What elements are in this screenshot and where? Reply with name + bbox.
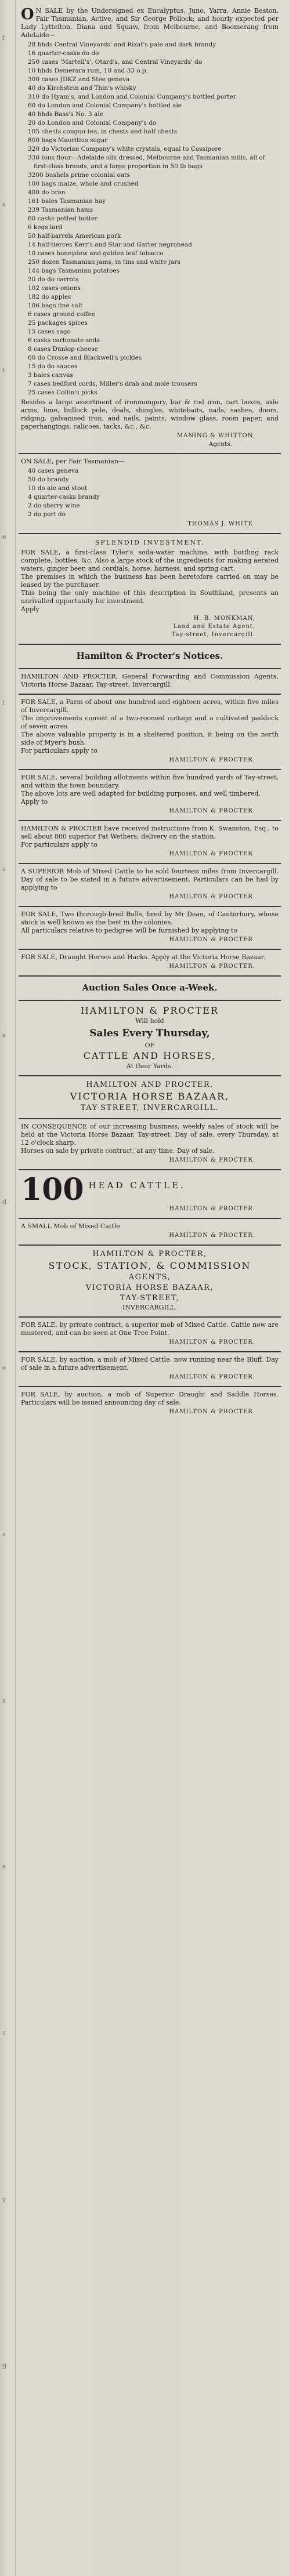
goods-item: 16 quarter-casks do do bbox=[28, 50, 99, 57]
goods-item: 400 do bran bbox=[28, 189, 66, 196]
goods-item: 320 do Victorian Company's white crystals, equal to Cossipore bbox=[28, 146, 222, 153]
notice-line: VICTORIA HORSE BAZAAR, bbox=[85, 1283, 214, 1292]
goods-item: 100 bags maize, whole and crushed bbox=[28, 180, 139, 187]
goods-item: 4 quarter-casks brandy bbox=[28, 494, 100, 500]
ad-body: Horses on sale by private contract, at any time. Day of sale. bbox=[21, 1147, 215, 1155]
ad-body: HAMILTON AND PROCTER, General Forwarding and Commission Agents, Victoria Horse Bazaar, Tay-street, Invercargill. bbox=[21, 673, 279, 688]
goods-item: 800 bags Mauritius sugar bbox=[28, 137, 108, 144]
goods-item: 20 do London and Colonial Company's do bbox=[28, 119, 157, 126]
ad-signature: HAMILTON & PROCTER. bbox=[169, 1374, 255, 1380]
ad-lead: ON SALE, per Fair Tasmanian— bbox=[21, 458, 125, 465]
notice-line: Sales Every Thursday, bbox=[89, 1028, 210, 1039]
notice-line: STOCK, STATION, & COMMISSION bbox=[48, 1260, 251, 1271]
fat-wethers-advertisement bbox=[19, 821, 281, 864]
notice-line: VICTORIA HORSE BAZAAR, bbox=[70, 1091, 230, 1102]
goods-item: 60 do Crosse and Blackwell's pickles bbox=[28, 354, 142, 361]
thomas-white-advertisement bbox=[19, 454, 281, 534]
gutter-letter: s bbox=[2, 1697, 6, 1704]
building-allotments-advertisement bbox=[19, 770, 281, 821]
goods-item: 50 do brandy bbox=[28, 476, 69, 483]
ad-apply: Apply to bbox=[21, 798, 48, 806]
bulls-advertisement bbox=[19, 907, 281, 950]
ad-body: The above lots are well adapted for building purposes, and well timbered. bbox=[21, 790, 261, 797]
agent-name: H. B. MONKMAN, bbox=[193, 615, 255, 622]
ad-signature: HAMILTON & PROCTER. bbox=[169, 894, 255, 900]
gutter-letter: e bbox=[2, 1364, 6, 1372]
goods-item: 60 casks potted butter bbox=[28, 215, 98, 222]
horses-advertisement bbox=[19, 950, 281, 977]
goods-item: 250 dozen Tasmanian jams, in tins and white jars bbox=[28, 259, 180, 266]
ad-body: The premises in which the business has been heretofore carried on may be leased by the purchaser. bbox=[21, 573, 279, 589]
goods-item: 10 do ale and stout bbox=[28, 485, 88, 492]
goods-item: 7 cases bedford cords, Miller's drab and mole trousers bbox=[28, 380, 197, 387]
notice-line: TAY-STREET, bbox=[120, 1294, 180, 1302]
farm-for-sale-advertisement bbox=[19, 695, 281, 770]
ad-body: FOR SALE, by auction, a mob of Superior Draught and Saddle Horses. Particulars will be issued announcing day of sale. bbox=[21, 1391, 279, 1406]
goods-item: 40 hhds Bass's No. 3 ale bbox=[28, 111, 103, 118]
gutter-letter: l bbox=[2, 699, 5, 707]
gutter-letter: s bbox=[2, 1032, 6, 1039]
goods-item: 60 do London and Colonial Company's bottled ale bbox=[28, 102, 182, 109]
ad-signature: THOMAS J. WHITE. bbox=[187, 521, 255, 527]
auction-cattle-advertisement bbox=[19, 1352, 281, 1387]
goods-item: 15 do do sauces bbox=[28, 363, 78, 370]
ad-signature: MANING & WHITTON, bbox=[176, 433, 255, 439]
ad-signature: HAMILTON & PROCTER. bbox=[169, 963, 255, 970]
goods-item: 40 cases geneva bbox=[28, 467, 79, 474]
goods-item: 239 Tasmanian hams bbox=[28, 206, 93, 213]
goods-item: 10 cases honeydew and golden leaf tobacco bbox=[28, 250, 164, 257]
notice-line: INVERCARGILL. bbox=[122, 1304, 178, 1311]
goods-item: 14 half-tierces Kerr's and Star and Garter negrohead bbox=[28, 241, 192, 248]
hamilton-procter-agents-notice bbox=[19, 669, 281, 695]
goods-item: 6 casks carbonate soda bbox=[28, 337, 100, 344]
ad-tail: Besides a large assortment of ironmongery, bar & rod iron, cart boxes, axle arms, lime, bullock pole, deals, shingles, whitebaits, nails, sashes, doors, ridging, galvanised iron, and nails, paints, window glass, room paper, and paperhangings, calicoes, tacks, &c., &c. bbox=[21, 398, 279, 430]
notice-line: HAMILTON & PROCTER, bbox=[92, 1250, 207, 1258]
ad-body: FOR SALE, by private contract, a superior mob of Mixed Cattle. Cattle now are mustered, and can be seen at One Tree Point. bbox=[21, 1321, 279, 1337]
gutter-letter: s bbox=[2, 201, 6, 208]
stock-station-agents-notice bbox=[19, 1246, 281, 1318]
goods-item: 161 bales Tasmanian hay bbox=[28, 198, 106, 205]
ad-body: A SUPERIOR Mob of Mixed Cattle to be sold fourteen miles from Invercargill. Day of sale to be stated in a future advertisement. Particulars can be had by applying to bbox=[21, 868, 279, 891]
notice-line: CATTLE AND HORSES, bbox=[83, 1050, 216, 1061]
ad-signature: HAMILTON & PROCTER. bbox=[169, 1339, 255, 1345]
gutter-letter: c bbox=[2, 2029, 6, 2037]
ad-agents: Agents. bbox=[208, 441, 232, 448]
section-title: Hamilton & Procter's Notices. bbox=[76, 651, 223, 661]
goods-item: 10 hhds Demerara rum, 10 and 33 o.p. bbox=[28, 67, 148, 74]
goods-item: 300 cases JDKZ and Stee geneva bbox=[28, 76, 130, 83]
gutter-letter: s bbox=[2, 1863, 6, 1870]
agent-address: Tay-street, Invercargill. bbox=[171, 632, 255, 638]
ad-body: FOR SALE, Draught Horses and Hacks. Apply at the Victoria Horse Bazaar. bbox=[21, 953, 266, 961]
drop-cap: O bbox=[21, 6, 34, 23]
goods-item: 40 do Kirchstein and Thin's whisky bbox=[28, 85, 136, 92]
notice-line: TAY-STREET, INVERCARGILL. bbox=[80, 1104, 219, 1112]
goods-item: 144 bags Tasmanian potatoes bbox=[28, 267, 120, 274]
ad-body: The improvements consist of a two-roomed cottage and a cultivated paddock of seven acres. bbox=[21, 714, 279, 730]
gutter-letter: t bbox=[2, 367, 5, 374]
gutter-letter: g bbox=[2, 2361, 7, 2369]
goods-item: 3200 bushels prime colonial oats bbox=[28, 172, 130, 179]
goods-item: 8 cases Dunlop cheese bbox=[28, 346, 98, 353]
goods-item: 6 kegs lard bbox=[28, 224, 63, 231]
cattle-heading bbox=[21, 1172, 279, 1207]
hundred-head-cattle-advertisement bbox=[19, 1170, 281, 1219]
section-heading bbox=[19, 645, 281, 669]
ad-apply: Apply bbox=[21, 605, 39, 613]
ad-signature: HAMILTON & PROCTER. bbox=[169, 851, 255, 857]
weekly-stock-sales-advertisement bbox=[19, 1119, 281, 1170]
maning-whitton-advertisement bbox=[19, 3, 281, 454]
ad-body: FOR SALE, a first-class Tyler's soda-water machine, with bottling rack complete, bottles, &c. Also a large stock of the ingredients for making aerated waters, ginger beer, and cordials; horse, harness, and spring cart. bbox=[21, 549, 279, 572]
notice-line: HAMILTON & PROCTER bbox=[80, 1005, 219, 1016]
left-gutter bbox=[0, 0, 16, 2576]
ad-body: The above valuable property is in a sheltered position, it being on the north side of Myer's bush. bbox=[21, 731, 279, 746]
notice-line: At their Yards. bbox=[126, 1062, 174, 1070]
ad-body: FOR SALE, a Farm of about one hundred and eighteen acres, within five miles of Invercargill. bbox=[21, 698, 279, 714]
goods-item: 2 do port do bbox=[28, 511, 66, 518]
splendid-investment-advertisement bbox=[19, 534, 281, 645]
agent-title: Land and Estate Agent, bbox=[173, 623, 255, 630]
ad-signature: HAMILTON & PROCTER. bbox=[169, 1232, 255, 1239]
gutter-letter: s bbox=[2, 865, 6, 873]
goods-item: 25 cases Collin's picks bbox=[28, 389, 97, 396]
cattle-title: HEAD CATTLE. bbox=[88, 1180, 186, 1191]
notice-line: OF bbox=[144, 1042, 155, 1049]
ad-body: FOR SALE, Two thorough-bred Bulls, bred by Mr Dean, of Canterbury, whose stock is well known as the best in the colonies. bbox=[21, 910, 279, 926]
goods-item: 50 half-barrels American pork bbox=[28, 233, 121, 240]
weekly-sales-notice bbox=[19, 1001, 281, 1076]
section-heading bbox=[19, 977, 281, 1001]
gutter-letter: e bbox=[2, 533, 6, 540]
gutter-letter: f bbox=[2, 34, 5, 42]
ad-heading: SPLENDID INVESTMENT. bbox=[95, 539, 205, 546]
ad-body: FOR SALE, by auction, a mob of Mixed Cattle, now running near the Bluff. Day of sale in a future advertisement. bbox=[21, 1356, 279, 1372]
ad-body: All particulars relative to pedigree will be furnished by applying to bbox=[21, 927, 238, 934]
cattle-count: 100 bbox=[21, 1172, 84, 1207]
ad-body: FOR SALE, several building allotments within five hundred yards of Tay-street, and within the town boundary. bbox=[21, 774, 279, 789]
small-mob-cattle-advertisement bbox=[19, 1219, 281, 1246]
goods-item: 2 do sherry wine bbox=[28, 502, 80, 509]
mixed-cattle-advertisement bbox=[19, 864, 281, 907]
goods-item: 106 bags fine salt bbox=[28, 302, 83, 309]
goods-item: 6 cases ground coffee bbox=[28, 311, 96, 318]
section-title: Auction Sales Once a-Week. bbox=[82, 982, 218, 993]
goods-item: 3 bales canvas bbox=[28, 372, 73, 379]
goods-item: 105 chests congou tea, in chests and half chests bbox=[28, 128, 178, 135]
ad-body: This being the only machine of this description in Southland, presents an unrivalled opportunity for investment. bbox=[21, 589, 279, 605]
notice-line: HAMILTON AND PROCTER, bbox=[86, 1080, 214, 1089]
goods-item: 15 cases sago bbox=[28, 328, 71, 335]
ad-signature: HAMILTON & PROCTER. bbox=[169, 808, 255, 814]
goods-item: 20 do do carrots bbox=[28, 276, 79, 283]
goods-item: 250 cases 'Martell's', Otard's, and Central Vineyards' do bbox=[28, 59, 203, 66]
ad-signature: HAMILTON & PROCTER. bbox=[169, 757, 255, 763]
goods-item: 330 tons flour—Adelaide silk dressed, Melbourne and Tasmanian mills, all of first-class brands, and a large proportion in 50 lb bags bbox=[28, 154, 265, 170]
ad-signature: HAMILTON & PROCTER. bbox=[169, 937, 255, 943]
private-contract-cattle-advertisement bbox=[19, 1318, 281, 1352]
ad-signature: HAMILTON & PROCTER. bbox=[169, 1206, 255, 1212]
victoria-horse-bazaar-notice bbox=[19, 1076, 281, 1119]
gutter-letter: y bbox=[2, 2196, 6, 2203]
ad-body: IN CONSEQUENCE of our increasing business, weekly sales of stock will be held at the Victoria Horse Bazaar, Tay-street. Day of sale, every Thursday, at 12 o'clock sharp. bbox=[21, 1123, 279, 1146]
goods-list bbox=[21, 41, 279, 397]
goods-list bbox=[21, 467, 279, 519]
ad-signature: HAMILTON & PROCTER. bbox=[169, 1157, 255, 1163]
ad-signature: HAMILTON & PROCTER. bbox=[169, 1409, 255, 1415]
gutter-letter: s bbox=[2, 1530, 6, 1538]
ad-apply: For particulars apply to bbox=[21, 841, 97, 848]
goods-item: 102 cases onions bbox=[28, 285, 81, 292]
goods-item: 310 do Hyam's, and London and Colonial Company's bottled porter bbox=[28, 93, 236, 100]
advertisement-column bbox=[19, 3, 281, 2573]
gutter-letter: d bbox=[2, 1198, 7, 1206]
ad-body: HAMILTON & PROCTER have received instructions from K. Swanston, Esq., to sell about 800 superior Fat Wethers; delivery on the station. bbox=[21, 825, 279, 840]
goods-item: 25 packages spices bbox=[28, 320, 88, 326]
ad-apply: For particulars apply to bbox=[21, 747, 97, 754]
goods-item: 182 do apples bbox=[28, 293, 71, 300]
ad-lead: O N SALE by the Undersigned ex Eucalyptus, Juno, Yarra, Annie Beston, Fair Tasmanian, Active, and Sir George Pollock; and hourly expected per Lady Lyttelton, Diana and Squaw, from Melbourne, and Boomerang from Adelaide— bbox=[21, 6, 279, 39]
auction-horses-advertisement bbox=[19, 1387, 281, 1421]
notice-line: AGENTS, bbox=[128, 1273, 171, 1282]
ad-body: A SMALL Mob of Mixed Cattle bbox=[21, 1222, 120, 1230]
notice-line: Will hold bbox=[135, 1017, 164, 1025]
goods-item: 28 hhds Central Vineyards' and Rizat's pale and dark brandy bbox=[28, 41, 216, 48]
